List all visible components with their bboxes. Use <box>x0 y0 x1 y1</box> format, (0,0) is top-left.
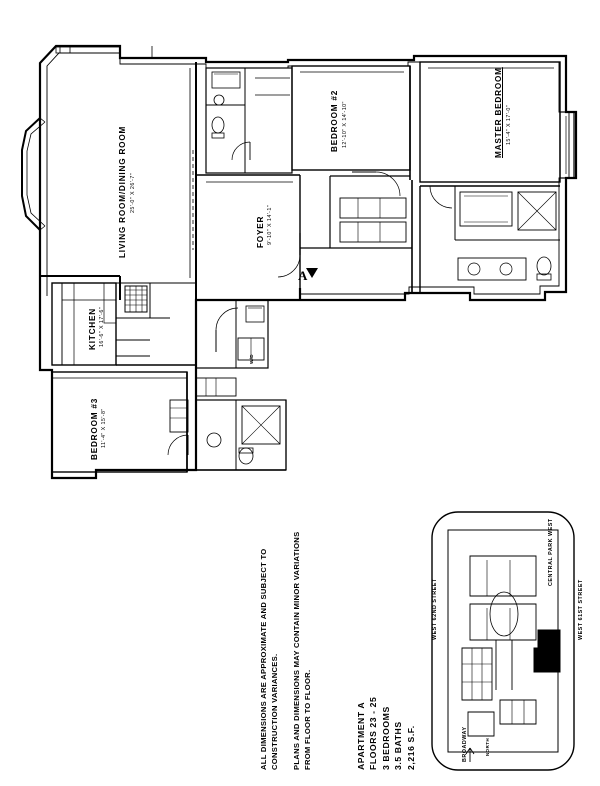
room-dim-master-bedroom: 15'-4" X 17'-0" <box>506 104 512 145</box>
room-dim-bedroom-2: 12'-10" X 14'-10" <box>342 101 348 148</box>
key-plan-label-left: WEST 62ND STREET <box>432 578 438 640</box>
disclaimer-line-3: PLANS AND DIMENSIONS MAY CONTAIN MINOR VARIATIONS <box>291 531 301 770</box>
key-plan-label-top: CENTRAL PARK WEST <box>548 518 554 586</box>
entry-marker-label: A <box>298 268 308 283</box>
room-label-master-bedroom: MASTER BEDROOM <box>494 67 503 158</box>
north-arrow-label: NORTH <box>485 737 490 756</box>
info-bedrooms: 3 BEDROOMS <box>380 706 391 770</box>
disclaimer-line-4: FROM FLOOR TO FLOOR. <box>303 669 313 770</box>
room-label-foyer: FOYER <box>256 215 265 248</box>
key-plan-label-right: WEST 61ST STREET <box>578 579 584 640</box>
room-dim-bedroom-3: 11'-4" X 15'-8" <box>101 408 107 448</box>
room-label-kitchen: KITCHEN <box>88 308 97 350</box>
fixture-label-washer-dryer: W/D <box>249 354 254 364</box>
room-label-living-dining: LIVING ROOM/DINING ROOM <box>118 125 127 258</box>
info-floors: FLOORS 23 - 25 <box>368 696 379 770</box>
room-dim-living-dining: 25'-0" X 26'-7" <box>130 172 136 213</box>
info-area: 2,216 S.F. <box>405 725 416 770</box>
room-label-bedroom-3: BEDROOM #3 <box>90 397 99 460</box>
entry-direction-arrow <box>306 268 318 278</box>
info-block <box>355 697 417 770</box>
room-label-bedroom-2: BEDROOM #2 <box>330 89 339 152</box>
key-plan-label-bottom: BROADWAY <box>462 726 468 762</box>
room-dim-kitchen: 16'-6" X 17'-6" <box>99 306 105 347</box>
disclaimer-spacer <box>281 532 291 770</box>
info-baths: 3.5 BATHS <box>393 721 404 770</box>
disclaimer-line-1: ALL DIMENSIONS ARE APPROXIMATE AND SUBJECT TO <box>259 548 268 770</box>
disclaimer-block <box>258 532 314 770</box>
info-apartment: APARTMENT A <box>356 701 366 770</box>
room-dim-foyer: 9'-10" X 14'-1" <box>267 204 273 245</box>
disclaimer-line-2: CONSTRUCTION VARIANCES. <box>270 653 280 770</box>
